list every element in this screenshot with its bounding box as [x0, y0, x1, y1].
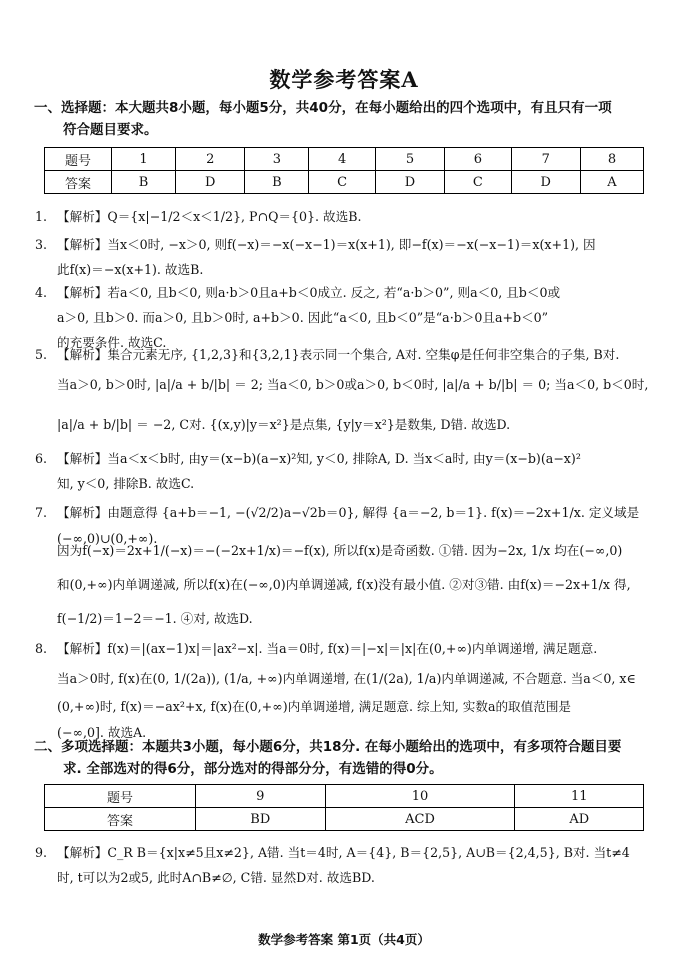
table-cell: 答案: [45, 808, 196, 831]
table-cell: A: [580, 171, 643, 194]
section1-heading-cont: 符合题目要求。: [63, 122, 158, 138]
table-cell: 题号: [45, 785, 196, 808]
solution-line: 【解析】Q＝{x|−1/2＜x＜1/2}, P∩Q＝{0}. 故选B.: [57, 209, 362, 224]
solution-line: 知, y＜0, 排除B. 故选C.: [57, 476, 195, 491]
table-cell: B: [245, 171, 309, 194]
table-cell: 题号: [45, 148, 112, 171]
table-cell: 10: [325, 785, 515, 808]
solution-line: f(−1/2)＝1−2＝−1. ④对, 故选D.: [57, 611, 253, 626]
solution-line: 当a＞0, b＞0时, |a|/a + b/|b| ＝ 2; 当a＜0, b＞0或a＞0, b＜0时, |a|/a + b/|b| ＝ 0; 当a＜0, b＜0时,: [57, 377, 649, 392]
solution-line: 【解析】当x＜0时, −x＞0, 则f(−x)＝−x(−x−1)＝x(x+1), 即−f(x)＝−x(−x−1)＝x(x+1), 因: [57, 237, 596, 252]
solution-line: (0,+∞)时, f(x)＝−ax²+x, f(x)在(0,+∞)内单调递增, 满足题意. 综上知, 实数a的取值范围是: [57, 699, 572, 714]
section1-answer-table: [44, 147, 644, 194]
table-cell: 11: [515, 785, 644, 808]
solution-number: 1.: [35, 209, 48, 224]
table-cell: 4: [309, 148, 375, 171]
table-cell: C: [309, 171, 375, 194]
page-footer: 数学参考答案 第1页（共4页）: [258, 932, 430, 947]
section2-heading: [34, 736, 664, 780]
solution-line: 和(0,+∞)内单调递减, 所以f(x)在(−∞,0)内单调递减, f(x)没有最小值. ②对③错. 由f(x)＝−2x+1/x 得,: [57, 577, 631, 592]
section1-heading: [34, 97, 664, 141]
table-cell: 6: [445, 148, 511, 171]
table-cell: 1: [112, 148, 176, 171]
solution-number: 7.: [35, 505, 48, 520]
table-row-headers: [45, 148, 644, 171]
solution-line: (−∞,0]. 故选A.: [57, 725, 147, 740]
section2-answer-table: [44, 784, 644, 831]
solution-line: 的充要条件. 故选C.: [57, 335, 167, 350]
solution-line: a＞0, 且b＞0. 而a＞0, 且b＞0时, a+b＞0. 因此“a＜0, 且b＜0”是“a·b＞0且a+b＜0”: [57, 310, 549, 325]
table-cell: 5: [375, 148, 444, 171]
table-cell: D: [375, 171, 444, 194]
section1-heading-text: 一、选择题：本大题共8小题，每小题5分，共40分，在每小题给出的四个选项中，有且只有一项: [34, 100, 612, 116]
section2-heading-cont: 求. 全部选对的得6分，部分选对的得部分分，有选错的得0分。: [63, 761, 443, 777]
solution-number: 3.: [35, 237, 48, 252]
solution-line: 【解析】f(x)＝|(ax−1)x|＝|ax²−x|. 当a＝0时, f(x)＝|−x|＝|x|在(0,+∞)内单调递增, 满足题意.: [57, 641, 598, 656]
table-row-answers: [45, 171, 644, 194]
table-row-answers: [45, 808, 644, 831]
table-cell: AD: [515, 808, 644, 831]
solution-line: 【解析】若a＜0, 且b＜0, 则a·b＞0且a+b＜0成立. 反之, 若“a·b＞0”, 则a＜0, 且b＜0或: [57, 285, 561, 300]
table-cell: 9: [196, 785, 326, 808]
solution-line: |a|/a + b/|b| ＝ −2, C对. {(x,y)|y＝x²}是点集, {y|y＝x²}是数集, D错. 故选D.: [57, 417, 511, 432]
solution-line: 因为f(−x)＝2x+1/(−x)＝−(−2x+1/x)＝−f(x), 所以f(x)是奇函数. ①错. 因为−2x, 1/x 均在(−∞,0): [57, 543, 623, 558]
table-row-headers: [45, 785, 644, 808]
solution-line: 当a＞0时, f(x)在(0, 1/(2a)), (1/a, +∞)内单调递增, 在(1/(2a), 1/a)内单调递减, 不合题意. 当a＜0, x∈: [57, 671, 636, 686]
solution-line: 此f(x)＝−x(x+1). 故选B.: [57, 262, 204, 277]
table-cell: 8: [580, 148, 643, 171]
solution-line: 【解析】当a＜x＜b时, 由y＝(x−b)(a−x)²知, y＜0, 排除A, D. 当x＜a时, 由y＝(x−b)(a−x)²: [57, 451, 581, 466]
table-cell: 2: [176, 148, 245, 171]
solution-number: 5.: [35, 347, 48, 362]
page-title: 数学参考答案A: [269, 67, 419, 92]
solution-line: 时, t可以为2或5, 此时A∩B≠∅, C错. 显然D对. 故选BD.: [57, 870, 375, 885]
table-cell: D: [511, 171, 580, 194]
table-cell: D: [176, 171, 245, 194]
section2-heading-text: 二、多项选择题：本题共3小题，每小题6分，共18分. 在每小题给出的选项中，有多项符合题目要: [34, 739, 622, 755]
table-cell: BD: [196, 808, 326, 831]
table-cell: C: [445, 171, 511, 194]
solution-number: 9.: [35, 845, 48, 860]
table-cell: 答案: [45, 171, 112, 194]
table-cell: 3: [245, 148, 309, 171]
solution-line: 【解析】C_R B＝{x|x≠5且x≠2}, A错. 当t＝4时, A＝{4}, B＝{2,5}, A∪B＝{2,4,5}, B对. 当t≠4: [57, 845, 630, 860]
solution-number: 8.: [35, 641, 48, 656]
solution-line: 【解析】集合元素无序, {1,2,3}和{3,2,1}表示同一个集合, A对. 空集φ是任何非空集合的子集, B对.: [57, 347, 620, 362]
solution-number: 4.: [35, 285, 48, 300]
solution-number: 6.: [35, 451, 48, 466]
solution-line: 【解析】由题意得 {a+b＝−1, −(√2/2)a−√2b＝0}, 解得 {a＝−2, b＝1}. f(x)＝−2x+1/x. 定义域是(−∞,0)∪(0,+∞).: [57, 505, 640, 546]
table-cell: ACD: [325, 808, 515, 831]
table-cell: B: [112, 171, 176, 194]
table-cell: 7: [511, 148, 580, 171]
